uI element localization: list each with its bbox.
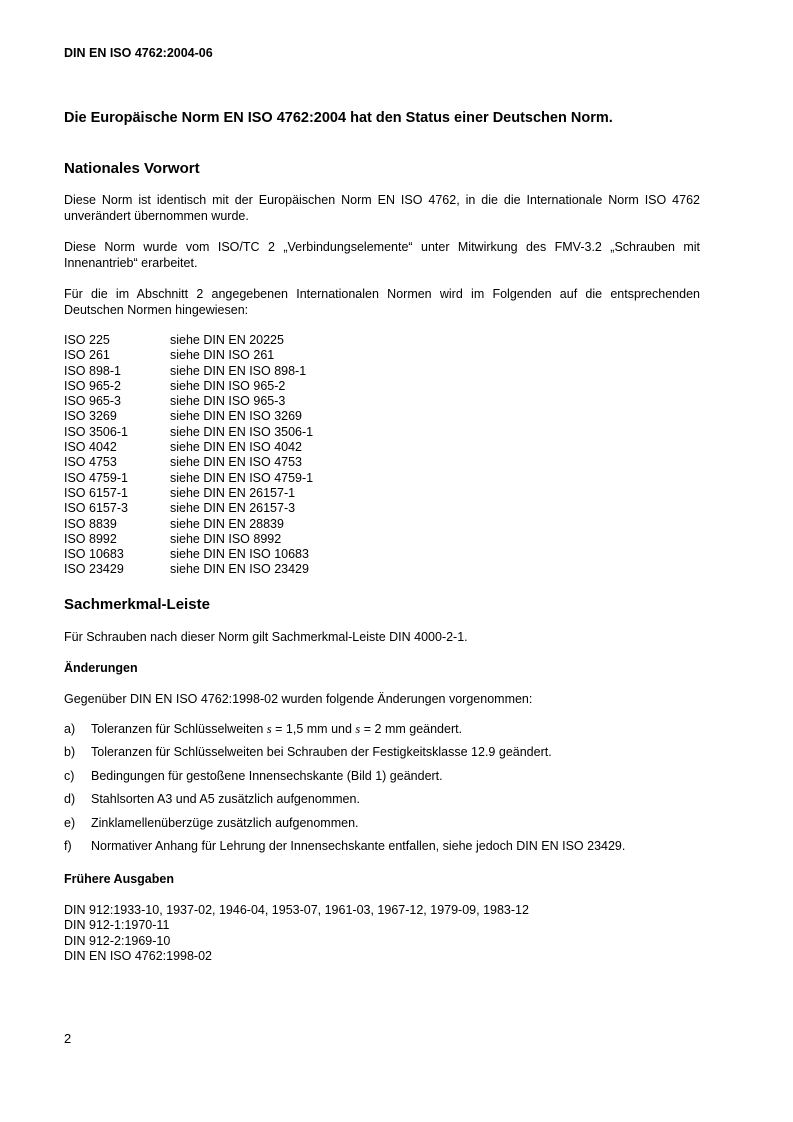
iso-number: ISO 10683	[64, 547, 124, 562]
text-line: Deutschen Normen hingewiesen:	[64, 302, 249, 317]
edition-line: DIN 912:1933-10, 1937-02, 1946-04, 1953-07, 1961-03, 1967-12, 1979-09, 1983-12	[64, 903, 529, 917]
list-item-label: d)	[64, 792, 76, 807]
iso-number: ISO 965-2	[64, 378, 121, 393]
din-equivalent: siehe DIN EN 26157-3	[170, 501, 296, 516]
list-item-text: Normativer Anhang für Lehrung der Innensechskante entfallen, siehe jedoch DIN EN ISO 23429.	[91, 838, 626, 853]
iso-number: ISO 3269	[64, 409, 117, 424]
iso-number: ISO 6157-1	[64, 485, 128, 500]
list-item	[64, 816, 625, 839]
text-line: Innenantrieb“ erarbeitet.	[64, 255, 198, 270]
edition-line: DIN EN ISO 4762:1998-02	[64, 948, 212, 963]
iso-number: ISO 23429	[64, 562, 124, 577]
reference-row	[64, 455, 313, 470]
list-item-text: Bedingungen für gestoßene Innensechskante (Bild 1) geändert.	[91, 768, 443, 783]
section-heading-aenderungen: Änderungen	[64, 661, 138, 675]
din-equivalent: siehe DIN EN ISO 3506-1	[170, 424, 314, 439]
list-item	[64, 839, 625, 862]
iso-number: ISO 898-1	[64, 363, 121, 378]
reference-row	[64, 486, 313, 501]
list-item-text: Stahlsorten A3 und A5 zusätzlich aufgenommen.	[91, 792, 360, 807]
iso-number: ISO 8839	[64, 516, 117, 531]
iso-number: ISO 3506-1	[64, 424, 128, 439]
reference-row	[64, 348, 313, 363]
din-equivalent: siehe DIN ISO 965-2	[170, 378, 286, 393]
sachmerkmal-text: Für Schrauben nach dieser Norm gilt Sachmerkmal-Leiste DIN 4000-2-1.	[64, 630, 468, 644]
text-fragment: = 1,5 mm und	[271, 722, 356, 736]
text-fragment: = 2 mm geändert.	[360, 722, 463, 736]
list-item-text: Zinklamellenüberzüge zusätzlich aufgenommen.	[91, 815, 359, 830]
variable-s: s	[355, 722, 361, 736]
text-line: Diese Norm ist identisch mit der Europäischen Norm EN ISO 4762, in die die Internationale Norm ISO 4762	[64, 193, 700, 207]
changes-list	[64, 722, 625, 862]
list-item	[64, 745, 625, 768]
text-line: Für die im Abschnitt 2 angegebenen Internationalen Normen wird im Folgenden auf die entsprechenden	[64, 287, 700, 301]
text-fragment: Toleranzen für Schlüsselweiten	[91, 722, 267, 736]
list-item-label: e)	[64, 815, 76, 830]
vorwort-paragraph-2	[64, 240, 700, 271]
din-equivalent: siehe DIN ISO 261	[170, 348, 275, 363]
list-item-label: f)	[64, 838, 72, 853]
status-statement: Die Europäische Norm EN ISO 4762:2004 hat den Status einer Deutschen Norm.	[64, 110, 613, 126]
iso-number: ISO 4042	[64, 440, 117, 455]
aenderungen-intro: Gegenüber DIN EN ISO 4762:1998-02 wurden folgende Änderungen vorgenommen:	[64, 692, 533, 706]
variable-s: s	[266, 722, 272, 736]
edition-line: DIN 912-1:1970-11	[64, 918, 170, 933]
din-equivalent: siehe DIN EN ISO 4753	[170, 455, 303, 470]
section-heading-sachmerkmal: Sachmerkmal-Leiste	[64, 596, 210, 613]
list-item-text: Toleranzen für Schlüsselweiten bei Schrauben der Festigkeitsklasse 12.9 geändert.	[91, 745, 552, 760]
section-heading-fruehere: Frühere Ausgaben	[64, 872, 174, 886]
iso-number: ISO 261	[64, 348, 110, 363]
list-item-text	[91, 722, 462, 745]
din-equivalent: siehe DIN EN ISO 4759-1	[170, 470, 314, 485]
iso-number: ISO 225	[64, 333, 110, 347]
list-item	[64, 722, 625, 745]
text-line: unverändert übernommen wurde.	[64, 208, 249, 223]
reference-row	[64, 547, 313, 562]
reference-row	[64, 440, 313, 455]
din-equivalent: siehe DIN EN ISO 4042	[170, 440, 303, 455]
iso-number: ISO 4759-1	[64, 470, 128, 485]
reference-row	[64, 333, 313, 348]
vorwort-paragraph-1	[64, 193, 700, 224]
document-id-header: DIN EN ISO 4762:2004-06	[64, 46, 213, 60]
din-equivalent: siehe DIN EN 20225	[170, 333, 284, 347]
reference-row	[64, 501, 313, 516]
earlier-editions	[64, 903, 529, 964]
reference-row	[64, 364, 313, 379]
reference-row	[64, 532, 313, 547]
din-equivalent: siehe DIN EN ISO 23429	[170, 562, 309, 577]
iso-number: ISO 6157-3	[64, 501, 128, 516]
din-equivalent: siehe DIN EN 28839	[170, 516, 284, 531]
iso-number: ISO 4753	[64, 455, 117, 470]
din-equivalent: siehe DIN EN ISO 3269	[170, 409, 303, 424]
reference-row	[64, 517, 313, 532]
reference-row	[64, 471, 313, 486]
reference-row	[64, 394, 313, 409]
vorwort-paragraph-3	[64, 287, 700, 318]
list-item	[64, 769, 625, 792]
din-equivalent: siehe DIN EN ISO 898-1	[170, 363, 307, 378]
reference-row	[64, 409, 313, 424]
norm-reference-table	[64, 333, 313, 578]
list-item-label: c)	[64, 768, 75, 783]
edition-line: DIN 912-2:1969-10	[64, 933, 171, 948]
din-equivalent: siehe DIN ISO 8992	[170, 531, 282, 546]
din-equivalent: siehe DIN EN ISO 10683	[170, 547, 309, 562]
section-heading-vorwort: Nationales Vorwort	[64, 160, 200, 177]
list-item-label: b)	[64, 745, 76, 760]
reference-row	[64, 379, 313, 394]
page-number: 2	[64, 1031, 72, 1046]
reference-row	[64, 562, 313, 577]
din-equivalent: siehe DIN ISO 965-3	[170, 394, 286, 409]
iso-number: ISO 965-3	[64, 394, 121, 409]
iso-number: ISO 8992	[64, 531, 117, 546]
text-line: Diese Norm wurde vom ISO/TC 2 „Verbindungselemente“ unter Mitwirkung des FMV-3.2 „Schrauben mit	[64, 240, 700, 254]
din-equivalent: siehe DIN EN 26157-1	[170, 485, 296, 500]
list-item	[64, 792, 625, 815]
reference-row	[64, 425, 313, 440]
list-item-label: a)	[64, 722, 76, 736]
